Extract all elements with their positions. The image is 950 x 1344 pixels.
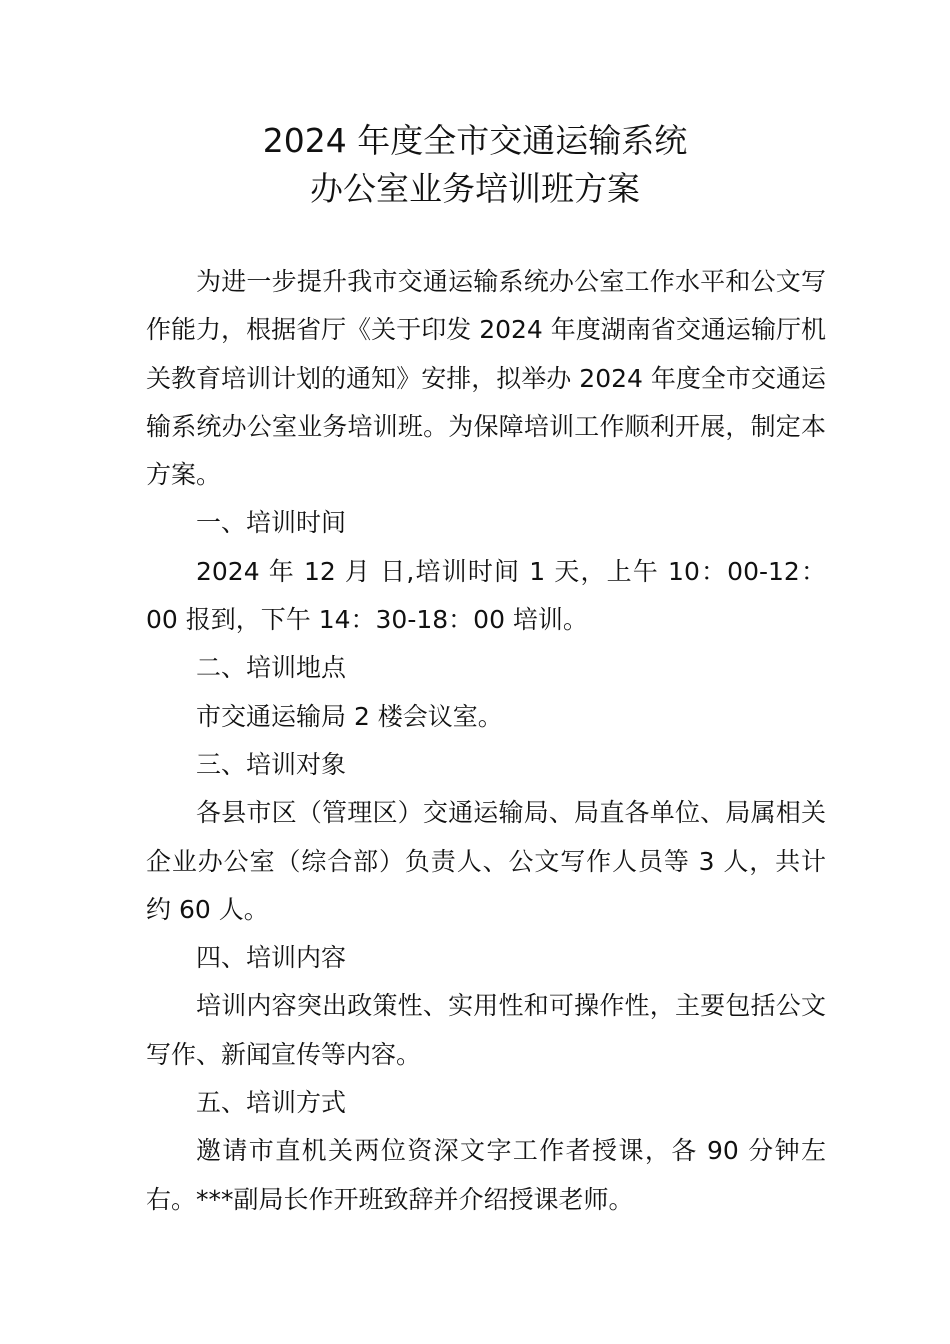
document-title-line2: 办公室业务培训班方案	[310, 169, 640, 208]
section-body-content: 培训内容突出政策性、实用性和可操作性，主要包括公文写作、新闻宣传等内容。	[146, 991, 826, 1069]
section-body-time: 2024 年 12 月 日,培训时间 1 天，上午 10：00-12：00 报到，下午 14：30-18：00 培训。	[146, 556, 826, 635]
section-heading-location: 二、培训地点	[196, 653, 347, 683]
section-heading-time: 一、培训时间	[196, 508, 347, 538]
document-body	[146, 258, 826, 1224]
intro-paragraph: 为进一步提升我市交通运输系统办公室工作水平和公文写作能力，根据省厅《关于印发 2024 年度湖南省交通运输厅机关教育培训计划的通知》安排，拟举办 2024 年度全市交通运输系统办公室业务培训班。为保障培训工作顺利开展，制定本方案。	[146, 267, 826, 490]
document-title-line1: 2024 年度全市交通运输系统	[262, 121, 688, 160]
section-heading-method: 五、培训方式	[196, 1088, 347, 1118]
section-heading-participants: 三、培训对象	[196, 749, 347, 779]
section-heading-content: 四、培训内容	[196, 943, 347, 973]
section-body-location: 市交通运输局 2 楼会议室。	[196, 701, 503, 731]
section-body-method: 邀请市直机关两位资深文字工作者授课，各 90 分钟左右。***副局长作开班致辞并介绍授课老师。	[146, 1136, 826, 1214]
section-body-participants: 各县市区（管理区）交通运输局、局直各单位、局属相关企业办公室（综合部）负责人、公文写作人员等 3 人，共计约 60 人。	[146, 798, 826, 924]
